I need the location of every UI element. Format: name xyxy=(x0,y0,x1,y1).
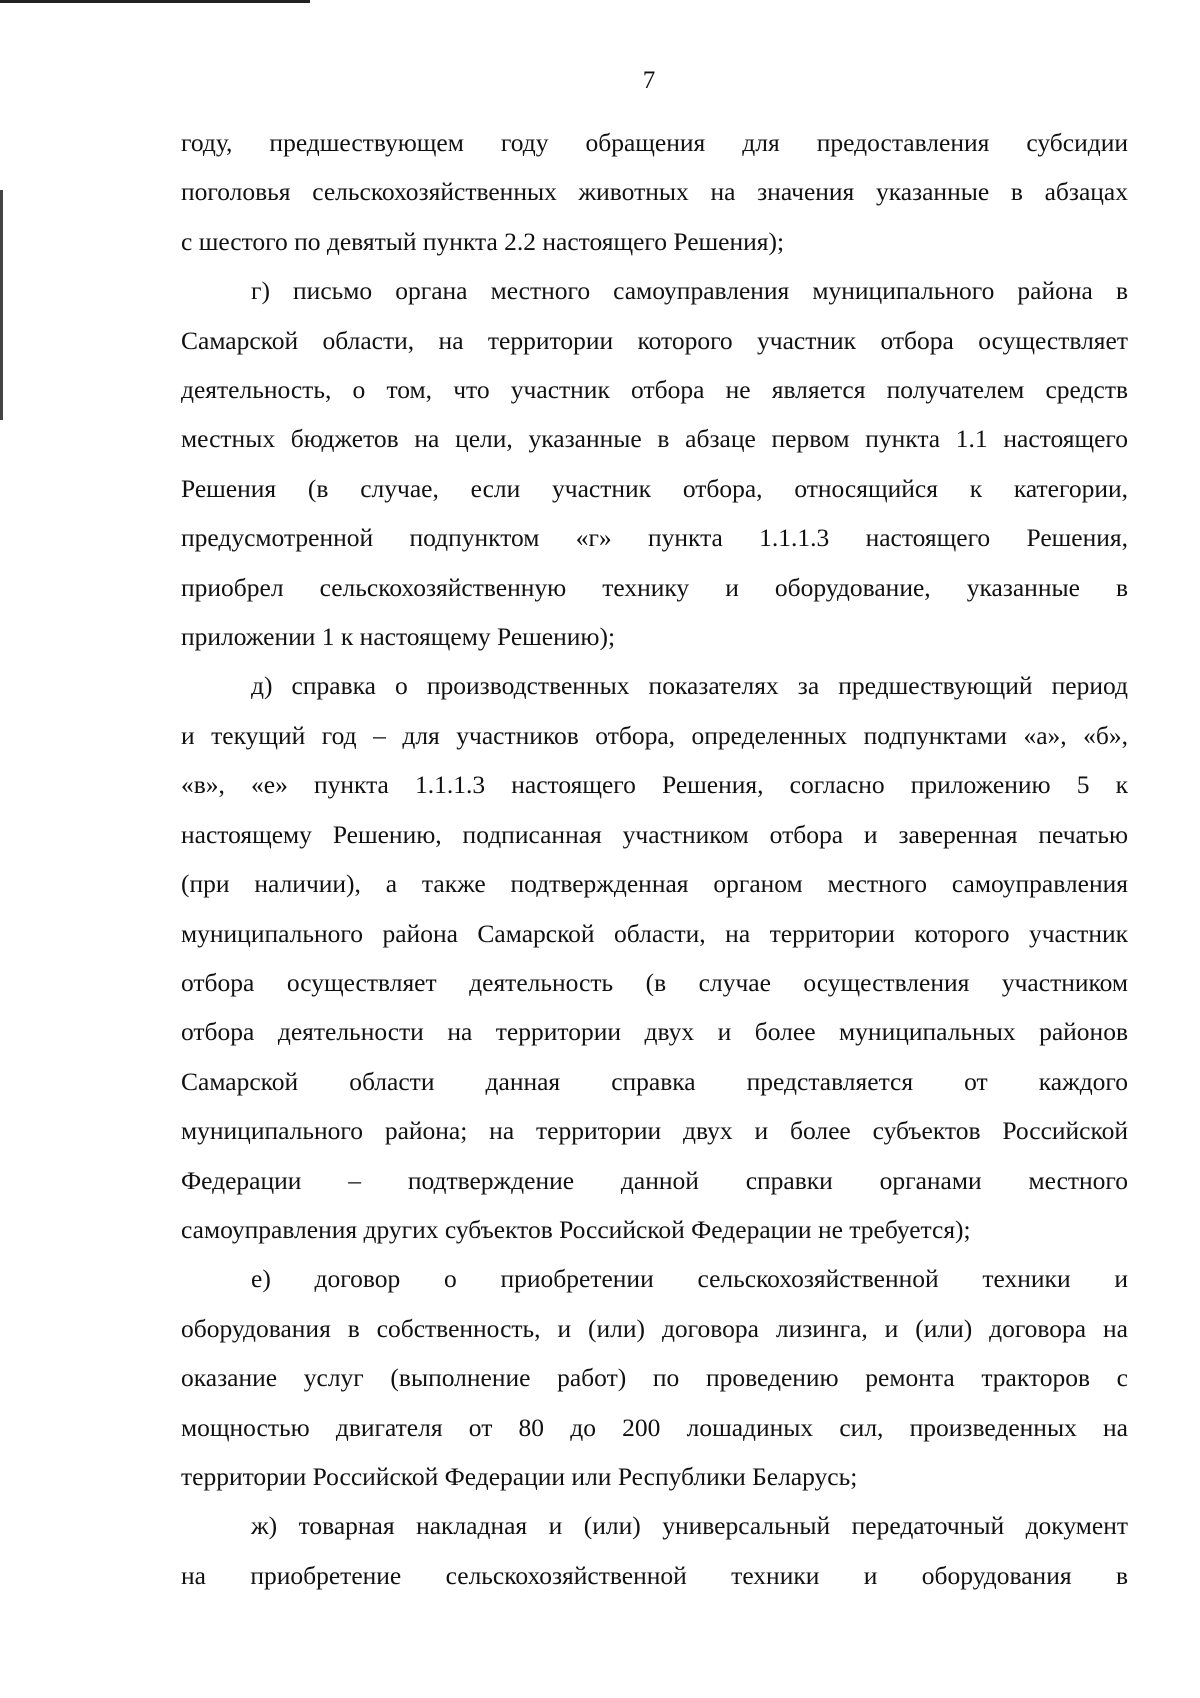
text-line: д) справка о производственных показателях за предшествующий период xyxy=(251,671,1128,701)
paragraph-continuation xyxy=(181,118,1128,266)
paragraph-item-zh xyxy=(181,1501,1128,1600)
text-line: году, предшествующем году обращения для предоставления субсидии xyxy=(181,128,1128,157)
scan-edge-mark-left xyxy=(0,190,3,420)
text-line: местных бюджетов на цели, указанные в абзаце первом пункта 1.1 настоящего xyxy=(181,424,1128,454)
document-body xyxy=(181,118,1128,1600)
text-line: муниципального района; на территории двух и более субъектов Российской xyxy=(181,1116,1128,1146)
text-line: территории Российской Федерации или Республики Беларусь; xyxy=(181,1461,858,1491)
text-line: оказание услуг (выполнение работ) по проведению ремонта тракторов с xyxy=(181,1363,1128,1393)
text-line: муниципального района Самарской области, на территории которого участник xyxy=(181,918,1128,948)
text-line: ж) товарная накладная и (или) универсальный передаточный документ xyxy=(251,1511,1128,1541)
text-line: настоящему Решению, подписанная участником отбора и заверенная печатью xyxy=(181,819,1128,849)
text-line: е) договор о приобретении сельскохозяйственной техники и xyxy=(251,1264,1128,1294)
text-line: Самарской области, на территории которого участник отбора осуществляет xyxy=(181,325,1128,355)
text-line: г) письмо органа местного самоуправления муниципального района в xyxy=(251,276,1128,306)
text-line: мощностью двигателя от 80 до 200 лошадиных сил, произведенных на xyxy=(181,1412,1128,1442)
text-line: приложении 1 к настоящему Решению); xyxy=(181,622,616,652)
text-line: деятельность, о том, что участник отбора не является получателем средств xyxy=(181,375,1128,405)
text-line: Решения (в случае, если участник отбора, относящийся к категории, xyxy=(181,473,1128,503)
text-line: (при наличии), а также подтвержденная органом местного самоуправления xyxy=(181,869,1128,899)
page-number: 7 xyxy=(642,67,656,94)
text-line: с шестого по девятый пункта 2.2 настоящего Решения); xyxy=(181,226,785,256)
text-line: поголовья сельскохозяйственных животных на значения указанные в абзацах xyxy=(181,177,1128,207)
text-line: приобрел сельскохозяйственную технику и оборудование, указанные в xyxy=(181,572,1128,602)
scan-edge-mark-top xyxy=(0,0,310,3)
paragraph-item-e xyxy=(181,1254,1128,1501)
text-line: и текущий год – для участников отбора, определенных подпунктами «а», «б», xyxy=(181,720,1128,750)
text-line: самоуправления других субъектов Российской Федерации не требуется); xyxy=(181,1214,971,1244)
text-line: оборудования в собственность, и (или) договора лизинга, и (или) договора на xyxy=(181,1313,1128,1343)
text-line: предусмотренной подпунктом «г» пункта 1.1.1.3 настоящего Решения, xyxy=(181,523,1128,553)
text-line: отбора осуществляет деятельность (в случае осуществления участником xyxy=(181,967,1128,997)
paragraph-item-g xyxy=(181,266,1128,661)
text-line: Федерации – подтверждение данной справки органами местного xyxy=(181,1165,1128,1195)
paragraph-item-d xyxy=(181,661,1128,1254)
text-line: «в», «е» пункта 1.1.1.3 настоящего Решения, согласно приложению 5 к xyxy=(181,770,1128,800)
text-line: Самарской области данная справка представляется от каждого xyxy=(181,1066,1128,1096)
text-line: отбора деятельности на территории двух и более муниципальных районов xyxy=(181,1017,1128,1047)
text-line: на приобретение сельскохозяйственной техники и оборудования в xyxy=(181,1560,1128,1590)
